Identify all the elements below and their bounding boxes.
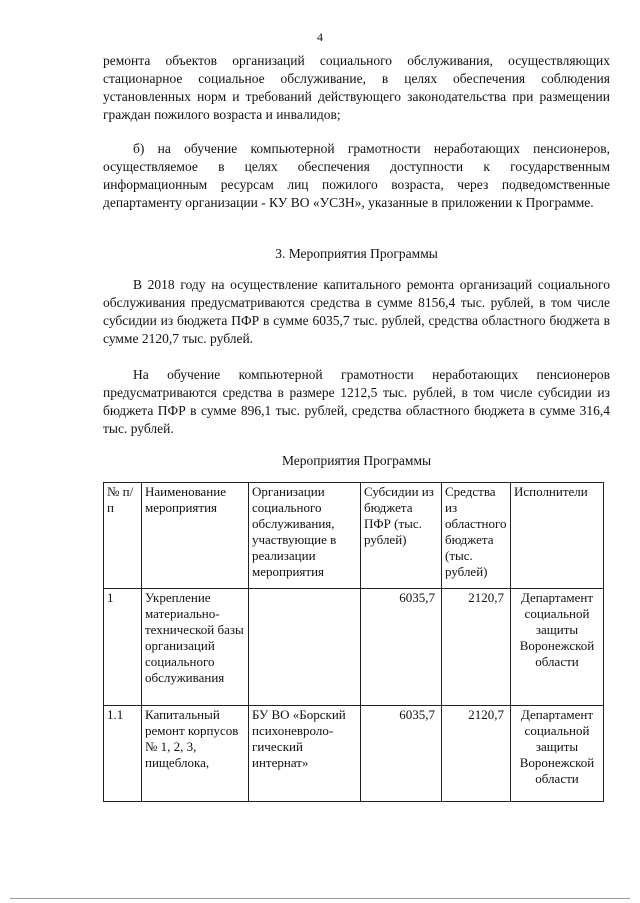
header-pfr: Субсидии из бюджета ПФР (тыс. рублей) <box>361 483 442 589</box>
table-title: Мероприятия Программы <box>281 453 432 468</box>
cell-num: 1 <box>104 589 142 706</box>
header-regional: Средства из областного бюджета (тыс. рублей) <box>442 483 511 589</box>
program-events-table <box>103 482 604 802</box>
paragraph-repair-continuation: ремонта объектов организаций социального обслуживания, осуществляющих стационарное социальное обслуживание, в целях обеспечения соблюдения установленных норм и требований действующего законодательства при размещении граждан пожилого возраста и инвалидов; <box>103 53 610 122</box>
paragraph-computer-literacy-item: б) на обучение компьютерной грамотности неработающих пенсионеров, осуществляемое в целях обеспечения доступности к государственным информационным ресурсам лиц пожилого возраста, через подведомственные департаменту организации - КУ ВО «УСЗН», указанные в приложении к Программе. <box>103 141 610 210</box>
cell-executors: Департамент социальной защиты Воронежской области <box>511 706 604 802</box>
cell-num: 1.1 <box>104 706 142 802</box>
paragraph-repair-funding: В 2018 году на осуществление капитального ремонта организаций социального обслуживания предусматриваются средства в сумме 8156,4 тыс. рублей, в том числе субсидии из бюджета ПФР в сумме 6035,7 тыс. рублей, средства областного бюджета в сумме 2120,7 тыс. рублей. <box>103 277 610 346</box>
cell-pfr: 6035,7 <box>361 589 442 706</box>
cell-regional: 2120,7 <box>442 589 511 706</box>
cell-pfr: 6035,7 <box>361 706 442 802</box>
cell-name: Капитальный ремонт корпусов № 1, 2, 3, пищеблока, <box>142 706 249 802</box>
page-bottom-rule <box>10 898 630 899</box>
table-row <box>104 589 604 706</box>
header-orgs: Организации социального обслуживания, участвующие в реализации мероприятия <box>249 483 361 589</box>
cell-orgs: БУ ВО «Борский психоневроло-гический интернат» <box>249 706 361 802</box>
cell-executors: Департамент социальной защиты Воронежской области <box>511 589 604 706</box>
cell-orgs <box>249 589 361 706</box>
header-num: № п/п <box>104 483 142 589</box>
cell-regional: 2120,7 <box>442 706 511 802</box>
table-row <box>104 706 604 802</box>
cell-name: Укрепление материально-технической базы организаций социального обслуживания <box>142 589 249 706</box>
table-header-row <box>104 483 604 589</box>
header-name: Наименование мероприятия <box>142 483 249 589</box>
header-executors: Исполнители <box>511 483 604 589</box>
section-title: 3. Мероприятия Программы <box>275 246 438 261</box>
paragraph-training-funding: На обучение компьютерной грамотности неработающих пенсионеров предусматриваются средства в размере 1212,5 тыс. рублей, в том числе субсидии из бюджета ПФР в сумме 896,1 тыс. рублей, средства областного бюджета в сумме 316,4 тыс. рублей. <box>103 367 610 436</box>
page-number: 4 <box>317 30 323 44</box>
